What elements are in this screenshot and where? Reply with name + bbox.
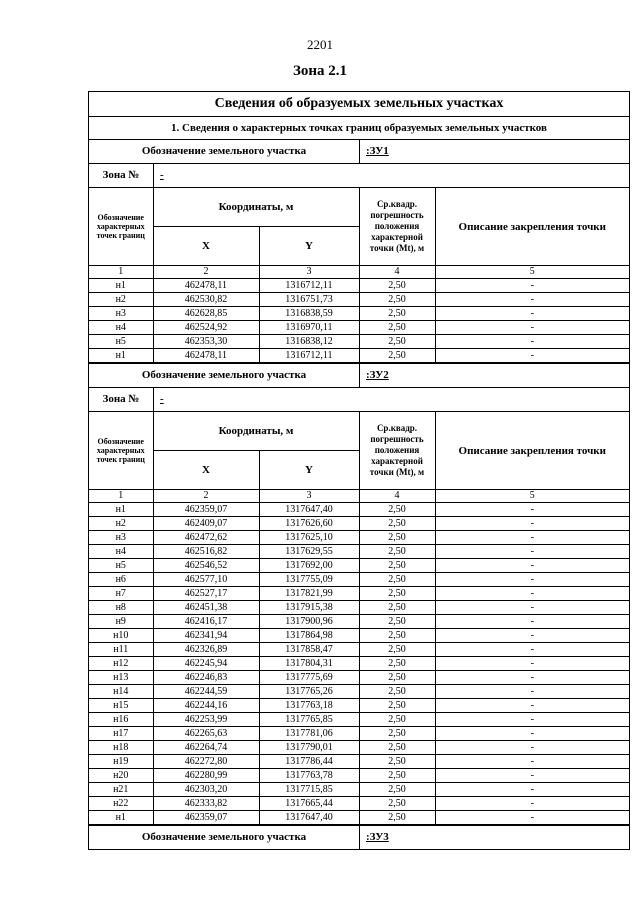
fixation-description: -	[435, 503, 629, 517]
x-coordinate: 462524,92	[153, 321, 259, 335]
x-coordinate: 462264,74	[153, 741, 259, 755]
point-name: н13	[89, 671, 153, 685]
error-value: 2,50	[359, 643, 435, 657]
fixation-description: -	[435, 601, 629, 615]
fixation-description: -	[435, 335, 629, 349]
x-coordinate: 462546,52	[153, 559, 259, 573]
x-coordinate: 462246,83	[153, 671, 259, 685]
error-value: 2,50	[359, 769, 435, 783]
y-coordinate: 1316712,11	[259, 349, 359, 363]
plot-2-zone-row	[89, 388, 629, 412]
fixation-description: -	[435, 573, 629, 587]
col-number: 1	[89, 266, 153, 279]
table-row	[89, 685, 629, 699]
point-name: н4	[89, 321, 153, 335]
y-coordinate: 1316751,73	[259, 293, 359, 307]
x-coordinate: 462478,11	[153, 279, 259, 293]
x-coordinate: 462628,85	[153, 307, 259, 321]
error-header: Ср.квадр. погрешность положения характерной точки (Mt), м	[359, 188, 435, 266]
table-row	[89, 587, 629, 601]
y-coordinate: 1317665,44	[259, 797, 359, 811]
error-value: 2,50	[359, 503, 435, 517]
error-value: 2,50	[359, 321, 435, 335]
fixation-description: -	[435, 307, 629, 321]
x-coordinate: 462272,80	[153, 755, 259, 769]
coords-header: Координаты, м	[153, 188, 359, 227]
table-row	[89, 335, 629, 349]
point-name: н2	[89, 293, 153, 307]
y-coordinate: 1316712,11	[259, 279, 359, 293]
table-row	[89, 321, 629, 335]
error-value: 2,50	[359, 279, 435, 293]
error-value: 2,50	[359, 517, 435, 531]
point-name: н17	[89, 727, 153, 741]
fixation-description: -	[435, 783, 629, 797]
col-number: 4	[359, 266, 435, 279]
col-number: 2	[153, 266, 259, 279]
plot-1-designation: :ЗУ1	[366, 145, 389, 157]
y-coordinate: 1317821,99	[259, 587, 359, 601]
y-coordinate: 1317765,26	[259, 685, 359, 699]
point-name: н5	[89, 335, 153, 349]
point-name: н1	[89, 503, 153, 517]
point-name: н8	[89, 601, 153, 615]
designation-label: Обозначение земельного участка	[89, 364, 360, 387]
table-row	[89, 349, 629, 363]
designation-label: Обозначение земельного участка	[89, 826, 360, 849]
table-row	[89, 671, 629, 685]
error-value: 2,50	[359, 657, 435, 671]
point-name: н1	[89, 279, 153, 293]
col-number: 5	[435, 266, 629, 279]
error-value: 2,50	[359, 531, 435, 545]
x-coordinate: 462265,63	[153, 727, 259, 741]
x-coordinate: 462577,10	[153, 573, 259, 587]
zone-label: Зона №	[89, 388, 154, 411]
table-row	[89, 797, 629, 811]
fixation-description: -	[435, 587, 629, 601]
coords-header: Координаты, м	[153, 412, 359, 451]
point-name: н11	[89, 643, 153, 657]
table-row	[89, 503, 629, 517]
error-header: Ср.квадр. погрешность положения характерной точки (Mt), м	[359, 412, 435, 490]
fixation-description: -	[435, 727, 629, 741]
point-name: н19	[89, 755, 153, 769]
table-row	[89, 615, 629, 629]
error-value: 2,50	[359, 797, 435, 811]
point-name: н3	[89, 307, 153, 321]
point-name: н10	[89, 629, 153, 643]
error-value: 2,50	[359, 559, 435, 573]
table-row	[89, 741, 629, 755]
error-value: 2,50	[359, 573, 435, 587]
y-coordinate: 1317858,47	[259, 643, 359, 657]
table-row	[89, 713, 629, 727]
error-value: 2,50	[359, 601, 435, 615]
error-value: 2,50	[359, 615, 435, 629]
point-name: н1	[89, 349, 153, 363]
plot-1-designation-row	[89, 140, 629, 164]
error-value: 2,50	[359, 755, 435, 769]
fixation-description: -	[435, 293, 629, 307]
plot-2-zone: -	[160, 393, 164, 405]
zone-title: Зона 2.1	[292, 63, 348, 79]
y-coordinate: 1317715,85	[259, 783, 359, 797]
x-coordinate: 462472,62	[153, 531, 259, 545]
y-coordinate: 1316970,11	[259, 321, 359, 335]
document-title: Сведения об образуемых земельных участках	[89, 92, 629, 117]
x-header: X	[153, 451, 259, 490]
fixation-description: -	[435, 279, 629, 293]
fixation-description: -	[435, 545, 629, 559]
point-header: Обозначение характерных точек границ	[89, 188, 153, 266]
y-coordinate: 1317765,85	[259, 713, 359, 727]
x-coordinate: 462359,07	[153, 811, 259, 825]
y-coordinate: 1317692,00	[259, 559, 359, 573]
fixation-description: -	[435, 657, 629, 671]
plot-2-designation-row	[89, 363, 629, 388]
point-name: н6	[89, 573, 153, 587]
error-value: 2,50	[359, 335, 435, 349]
x-coordinate: 462359,07	[153, 503, 259, 517]
x-coordinate: 462451,38	[153, 601, 259, 615]
error-value: 2,50	[359, 307, 435, 321]
x-coordinate: 462516,82	[153, 545, 259, 559]
fixation-description: -	[435, 713, 629, 727]
fixation-description: -	[435, 321, 629, 335]
y-coordinate: 1317775,69	[259, 671, 359, 685]
col-number: 3	[259, 490, 359, 503]
y-coordinate: 1317915,38	[259, 601, 359, 615]
table-row	[89, 559, 629, 573]
point-name: н20	[89, 769, 153, 783]
point-name: н14	[89, 685, 153, 699]
table-row	[89, 293, 629, 307]
y-coordinate: 1317781,06	[259, 727, 359, 741]
fixation-description: -	[435, 699, 629, 713]
plot-1-zone: -	[160, 169, 164, 181]
fixation-description: -	[435, 797, 629, 811]
x-coordinate: 462303,20	[153, 783, 259, 797]
error-value: 2,50	[359, 811, 435, 825]
plot-1-zone-row	[89, 164, 629, 188]
point-header: Обозначение характерных точек границ	[89, 412, 153, 490]
x-coordinate: 462245,94	[153, 657, 259, 671]
fixation-description: -	[435, 559, 629, 573]
fixation-description: -	[435, 629, 629, 643]
x-header: X	[153, 227, 259, 266]
point-name: н16	[89, 713, 153, 727]
fixation-description: -	[435, 755, 629, 769]
table-row	[89, 755, 629, 769]
x-coordinate: 462341,94	[153, 629, 259, 643]
y-coordinate: 1316838,12	[259, 335, 359, 349]
point-name: н1	[89, 811, 153, 825]
col-number: 2	[153, 490, 259, 503]
y-header: Y	[259, 451, 359, 490]
x-coordinate: 462326,89	[153, 643, 259, 657]
y-coordinate: 1317647,40	[259, 503, 359, 517]
y-coordinate: 1317864,98	[259, 629, 359, 643]
error-value: 2,50	[359, 783, 435, 797]
y-coordinate: 1317790,01	[259, 741, 359, 755]
plot-2-designation: :ЗУ2	[366, 369, 389, 381]
table-row	[89, 517, 629, 531]
point-name: н15	[89, 699, 153, 713]
x-coordinate: 462409,07	[153, 517, 259, 531]
error-value: 2,50	[359, 727, 435, 741]
error-value: 2,50	[359, 713, 435, 727]
description-header: Описание закрепления точки	[435, 412, 629, 490]
table-row	[89, 643, 629, 657]
y-coordinate: 1316838,59	[259, 307, 359, 321]
x-coordinate: 462244,59	[153, 685, 259, 699]
point-name: н22	[89, 797, 153, 811]
x-coordinate: 462478,11	[153, 349, 259, 363]
x-coordinate: 462527,17	[153, 587, 259, 601]
table-row	[89, 629, 629, 643]
x-coordinate: 462244,16	[153, 699, 259, 713]
fixation-description: -	[435, 643, 629, 657]
fixation-description: -	[435, 769, 629, 783]
point-name: н3	[89, 531, 153, 545]
column-numbers-row	[89, 490, 629, 503]
error-value: 2,50	[359, 545, 435, 559]
table-row	[89, 531, 629, 545]
column-numbers-row	[89, 266, 629, 279]
designation-label: Обозначение земельного участка	[89, 140, 360, 163]
point-name: н7	[89, 587, 153, 601]
point-name: н4	[89, 545, 153, 559]
fixation-description: -	[435, 811, 629, 825]
x-coordinate: 462253,99	[153, 713, 259, 727]
y-coordinate: 1317647,40	[259, 811, 359, 825]
error-value: 2,50	[359, 741, 435, 755]
table-row	[89, 573, 629, 587]
table-row	[89, 279, 629, 293]
table-row	[89, 769, 629, 783]
fixation-description: -	[435, 615, 629, 629]
col-number: 1	[89, 490, 153, 503]
error-value: 2,50	[359, 293, 435, 307]
point-name: н18	[89, 741, 153, 755]
table-row	[89, 811, 629, 825]
fixation-description: -	[435, 685, 629, 699]
fixation-description: -	[435, 531, 629, 545]
fixation-description: -	[435, 671, 629, 685]
y-coordinate: 1317763,18	[259, 699, 359, 713]
x-coordinate: 462333,82	[153, 797, 259, 811]
point-name: н21	[89, 783, 153, 797]
y-header: Y	[259, 227, 359, 266]
error-value: 2,50	[359, 699, 435, 713]
table-row	[89, 727, 629, 741]
fixation-description: -	[435, 741, 629, 755]
col-number: 3	[259, 266, 359, 279]
x-coordinate: 462530,82	[153, 293, 259, 307]
plot-2-coordinates-table	[89, 412, 629, 825]
x-coordinate: 462353,30	[153, 335, 259, 349]
table-row	[89, 545, 629, 559]
y-coordinate: 1317804,31	[259, 657, 359, 671]
table-row	[89, 657, 629, 671]
page-number: 2201	[307, 37, 333, 52]
description-header: Описание закрепления точки	[435, 188, 629, 266]
y-coordinate: 1317625,10	[259, 531, 359, 545]
col-number: 4	[359, 490, 435, 503]
y-coordinate: 1317629,55	[259, 545, 359, 559]
table-row	[89, 307, 629, 321]
error-value: 2,50	[359, 685, 435, 699]
plot-3-designation: :ЗУ3	[366, 831, 389, 843]
point-name: н5	[89, 559, 153, 573]
y-coordinate: 1317900,96	[259, 615, 359, 629]
error-value: 2,50	[359, 587, 435, 601]
table-row	[89, 601, 629, 615]
section-title: 1. Сведения о характерных точках границ образуемых земельных участков	[89, 117, 629, 140]
fixation-description: -	[435, 349, 629, 363]
land-plots-form	[88, 91, 630, 850]
y-coordinate: 1317626,60	[259, 517, 359, 531]
col-number: 5	[435, 490, 629, 503]
plot-1-coordinates-table	[89, 188, 629, 363]
table-row	[89, 783, 629, 797]
table-row	[89, 699, 629, 713]
y-coordinate: 1317755,09	[259, 573, 359, 587]
error-value: 2,50	[359, 629, 435, 643]
error-value: 2,50	[359, 349, 435, 363]
fixation-description: -	[435, 517, 629, 531]
y-coordinate: 1317786,44	[259, 755, 359, 769]
y-coordinate: 1317763,78	[259, 769, 359, 783]
point-name: н9	[89, 615, 153, 629]
point-name: н12	[89, 657, 153, 671]
point-name: н2	[89, 517, 153, 531]
error-value: 2,50	[359, 671, 435, 685]
x-coordinate: 462416,17	[153, 615, 259, 629]
x-coordinate: 462280,99	[153, 769, 259, 783]
zone-label: Зона №	[89, 164, 154, 187]
plot-3-designation-row	[89, 825, 629, 849]
